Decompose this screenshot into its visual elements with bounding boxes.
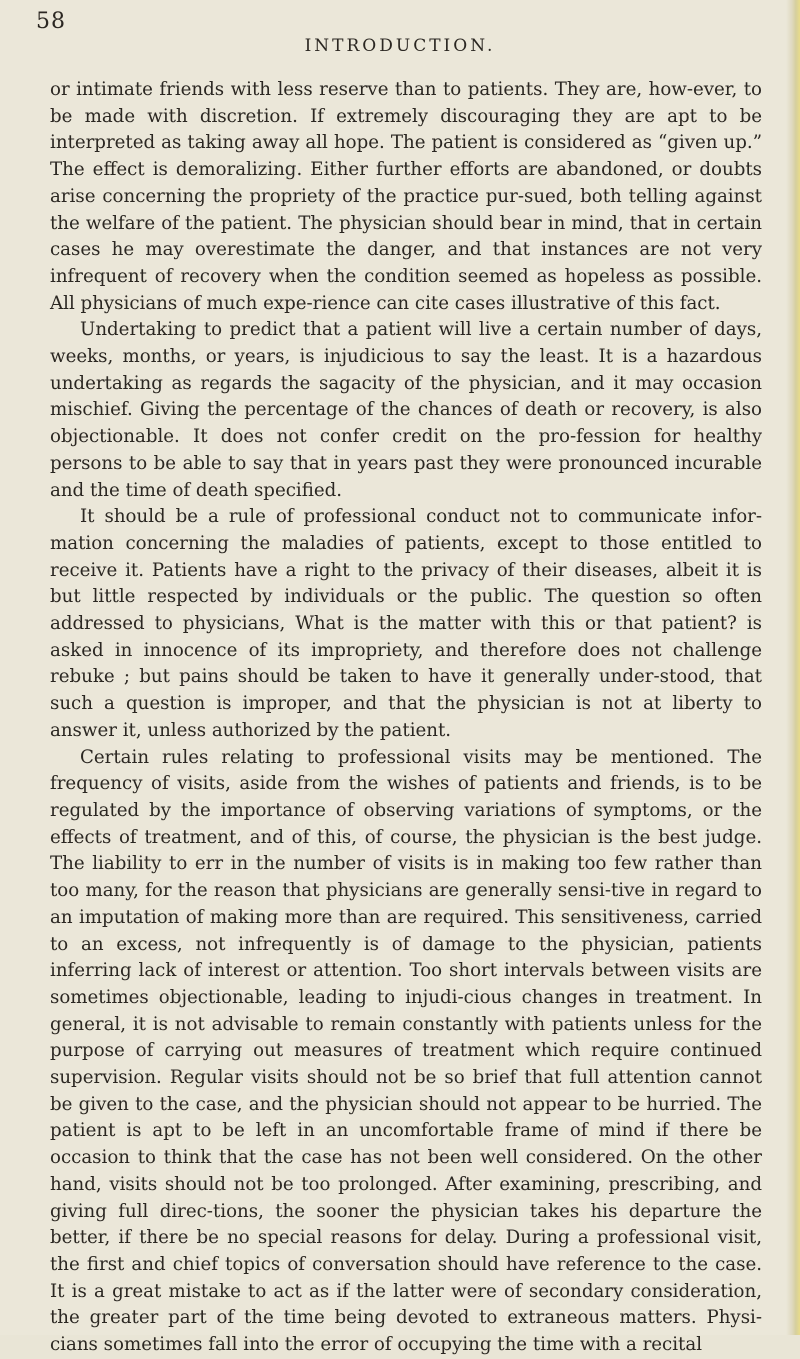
page-number: 58 — [36, 9, 66, 34]
page-edge — [786, 0, 800, 1335]
paragraph: Certain rules relating to professional visits may be mentioned. The frequency of visits, aside from the wishes of patients and friends, is to be regulated by the importance of observing variations of symptoms, or the effects of treatment, and of this, of course, the physician is the best judge. The liability to err in the number of visits is in making too few rather than too many, for the reason that physicians are generally sensi-tive in regard to an imputation of making more than are required. This sensitiveness, carried to an excess, not infrequently is of damage to the physician, patients inferring lack of interest or attention. Too short intervals between visits are sometimes objectionable, leading to injudi-cious changes in treatment. In general, it is not advisable to remain constantly with patients unless for the purpose of carrying out measures of treatment which require continued supervision. Regular visits should not be so brief that full attention cannot be given to the case, and the physician should not appear to be hurried. The patient is apt to be left in an uncomfortable frame of mind if there be occasion to think that the case has not been well considered. On the other hand, visits should not be too prolonged. After examining, prescribing, and giving full direc-tions, the sooner the physician takes his departure the better, if there be no special reasons for delay. During a professional visit, the first and chief topics of conversation should have reference to the case. It is a great mistake to act as if the latter were of secondary consideration, the greater part of the time being devoted to extraneous matters. Physi-cians sometimes fall into the error of occupying the time with a recital — [50, 746, 762, 1356]
body-text — [50, 77, 762, 1359]
paragraph: It should be a rule of professional conduct not to communicate infor-mation concerning the maladies of patients, except to those entitled to receive it. Patients have a right to the privacy of their diseases, albeit it is but little respected by individuals or the public. The question so often addressed to physicians, What is the matter with this or that patient? is asked in innocence of its impropriety, and therefore does not challenge rebuke ; but pains should be taken to have it generally under-stood, that such a question is improper, and that the physician is not at liberty to answer it, unless authorized by the patient. — [50, 506, 762, 741]
paragraph: or intimate friends with less reserve than to patients. They are, how-ever, to be made with discretion. If extremely discouraging they are apt to be interpreted as taking away all hope. The patient is considered as “given up.” The effect is demoralizing. Either further efforts are abandoned, or doubts arise concerning the propriety of the practice pur-sued, both telling against the welfare of the patient. The physician should bear in mind, that in certain cases he may overestimate the danger, and that instances are not very infrequent of recovery when the condition seemed as hopeless as possible. All physicians of much expe-rience can cite cases illustrative of this fact. — [50, 79, 762, 314]
paragraph: Undertaking to predict that a patient will live a certain number of days, weeks, months, or years, is injudicious to say the least. It is a hazardous undertaking as regards the sagacity of the physician, and it may occasion mischief. Giving the percentage of the chances of death or recovery, is also objectionable. It does not confer credit on the pro-fession for healthy persons to be able to say that in years past they were pronounced incurable and the time of death specified. — [50, 319, 762, 501]
running-head: INTRODUCTION. — [304, 36, 496, 56]
